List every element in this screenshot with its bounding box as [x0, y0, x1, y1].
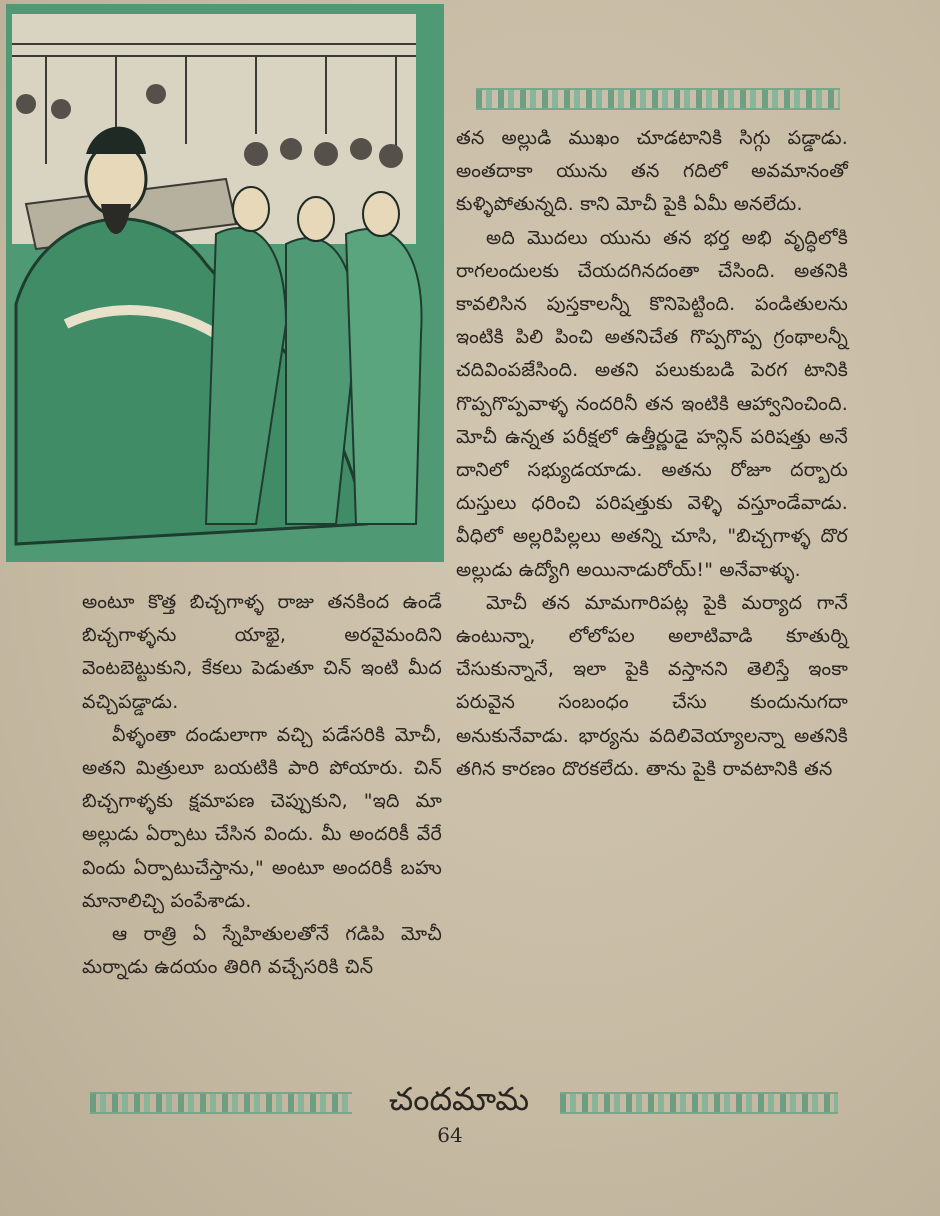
decorative-border-footer-right [560, 1092, 838, 1114]
left-paragraph-1: అంటూ కొత్త బిచ్చగాళ్ళ రాజు తనకింద ఉండే బిచ్చగాళ్ళను యాభై, అరవైమందిని వెంటబెట్టుకుని, కేకలు పెడుతూ చిన్ ఇంటి మీద వచ్చిపడ్డాడు. [82, 591, 442, 713]
decorative-border-footer-left [90, 1092, 352, 1114]
left-text-column [82, 586, 442, 984]
magazine-name: చందమామ [388, 1080, 530, 1118]
left-paragraph-3: ఆ రాత్రి ఏ స్నేహితులతోనే గడిపి మోచీ మర్నాడు ఉదయం తిరిగి వచ్చేసరికి చిన్ [82, 923, 442, 979]
right-paragraph-1: తన అల్లుడి ముఖం చూడటానికి సిగ్గు పడ్డాడు. అంతదాకా యును తన గదిలో అవమానంతో కుళ్ళిపోతున్నది. కాని మోచీ పైకి ఏమీ అనలేదు. [456, 127, 848, 216]
illustration-art [6, 4, 444, 562]
story-illustration [6, 4, 444, 562]
page-number: 64 [437, 1123, 463, 1147]
right-text-column [456, 122, 848, 786]
right-paragraph-3: మోచీ తన మామగారిపట్ల పైకి మర్యాద గానే ఉంటున్నా, లోలోపల అలాటివాడి కూతుర్ని చేసుకున్నానే, ఇలా పైకి వస్తానని తెలిస్తే ఇంకా పరువైన సంబంధం చేసు కుందునుగదా అనుకునేవాడు. భార్యను వదిలివెయ్యాలన్నా అతనికి తగిన కారణం దొరకలేదు. తాను పైకి రావటానికి తన [456, 591, 848, 780]
decorative-border-top [476, 88, 840, 110]
left-paragraph-2: వీళ్ళంతా దండులాగా వచ్చి పడేసరికి మోచీ, అతని మిత్రులూ బయటికి పారి పోయారు. చిన్ బిచ్చగాళ్ళకు క్షమాపణ చెప్పుకుని, "ఇది మా అల్లుడు ఏర్పాటు చేసిన విందు. మీ అందరికీ వేరే విందు ఏర్పాటుచేస్తాను," అంటూ అందరికీ బహు మానాలిచ్చి పంపేశాడు. [82, 723, 442, 912]
right-paragraph-2: అది మొదలు యును తన భర్త అభి వృద్ధిలోకి రాగలందులకు చేయదగినదంతా చేసింది. అతనికి కావలిసిన పుస్తకాలన్నీ కొనిపెట్టింది. పండితులను ఇంటికి పిలి పించి అతనిచేత గొప్పగొప్ప గ్రంథాలన్నీ చదివింపజేసింది. అతని పలుకుబడి పెరగ టానికి గొప్పగొప్పవాళ్ళ నందరినీ తన ఇంటికి ఆహ్వానించింది. మోచీ ఉన్నత పరీక్షలో ఉత్తీర్ణుడై హన్లిన్ పరిషత్తు అనే దానిలో సభ్యుడయాడు. అతను రోజూ దర్బారు దుస్తులు ధరించి పరిషత్తుకు వెళ్ళి వస్తూండేవాడు. వీధిలో అల్లరిపిల్లలు అతన్ని చూసి, "బిచ్చగాళ్ళ దొర అల్లుడు ఉద్యోగి అయినాడురోయ్!" అనేవాళ్ళు. [456, 226, 848, 581]
